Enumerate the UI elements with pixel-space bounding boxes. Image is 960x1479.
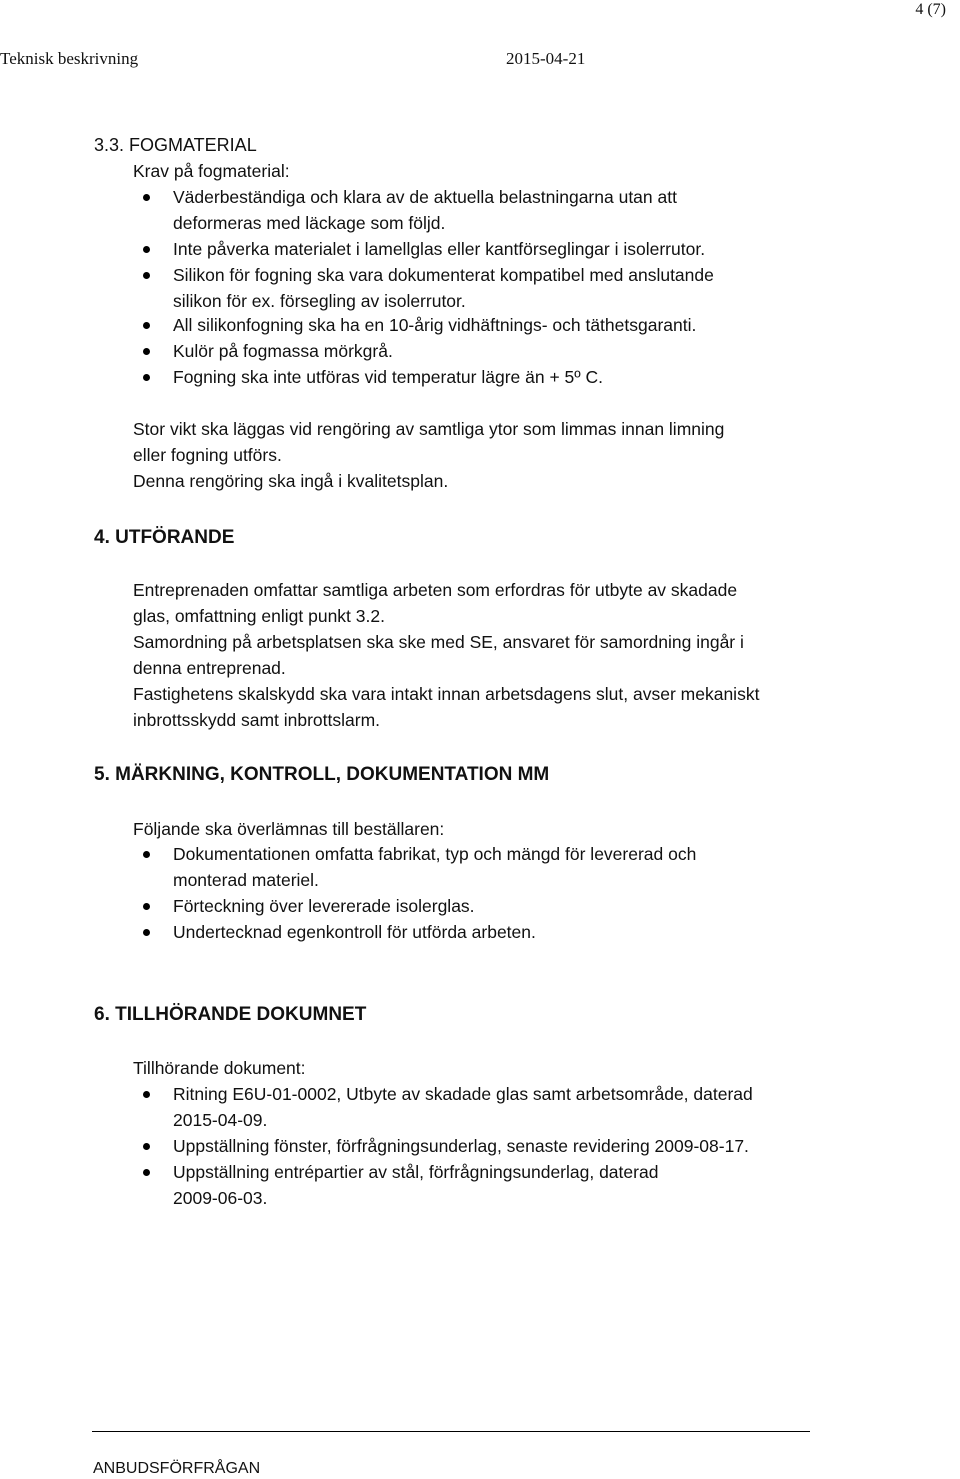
section-3-3-requirements-list <box>133 184 714 314</box>
bullet-icon <box>143 903 150 910</box>
list-item <box>133 1081 753 1133</box>
section-4-heading: 4. UTFÖRANDE <box>94 527 235 548</box>
list-item-text: Kulör på fogmassa mörkgrå. <box>173 341 393 361</box>
list-item <box>133 312 696 338</box>
page-number: 4 (7) <box>915 1 946 18</box>
section-3-3-heading: 3.3. FOGMATERIAL <box>94 135 257 155</box>
list-item-text: Förteckning över levererade isolerglas. <box>173 896 475 916</box>
list-item <box>133 184 714 236</box>
list-item-text: deformeras med läckage som följd. <box>173 213 446 233</box>
bullet-icon <box>143 1091 150 1098</box>
list-item-text: silikon för ex. försegling av isolerrutor. <box>173 291 466 311</box>
bullet-icon <box>143 851 150 858</box>
footer-text: ANBUDSFÖRFRÅGAN <box>93 1460 261 1477</box>
paragraph-line: Samordning på arbetsplatsen ska ske med SE, ansvaret för samordning ingår i <box>133 632 744 652</box>
list-item-text: All silikonfogning ska ha en 10-årig vidhäftnings- och täthetsgaranti. <box>173 315 697 335</box>
list-item-text: Undertecknad egenkontroll för utförda arbeten. <box>173 922 536 942</box>
list-item-text: Silikon för fogning ska vara dokumenterat kompatibel med anslutande <box>173 265 714 285</box>
section-3-3-paragraph <box>133 416 724 494</box>
list-item <box>133 236 714 262</box>
bullet-icon <box>143 374 150 381</box>
list-item-text: Inte påverka materialet i lamellglas eller kantförseglingar i isolerrutor. <box>173 239 706 259</box>
paragraph-line: glas, omfattning enligt punkt 3.2. <box>133 606 385 626</box>
bullet-icon <box>143 348 150 355</box>
section-5-heading: 5. MÄRKNING, KONTROLL, DOKUMENTATION MM <box>94 764 550 785</box>
list-item-text: Uppställning fönster, förfrågningsunderlag, senaste revidering 2009-08-17. <box>173 1136 749 1156</box>
list-item-text: 2009-06-03. <box>173 1188 268 1208</box>
paragraph-line: Denna rengöring ska ingå i kvalitetsplan. <box>133 471 449 491</box>
list-item <box>133 262 714 314</box>
section-4-paragraph <box>133 577 759 733</box>
bullet-icon <box>143 1169 150 1176</box>
list-item-text: 2015-04-09. <box>173 1110 268 1130</box>
list-item <box>133 1133 753 1159</box>
list-item-text: Dokumentationen omfatta fabrikat, typ och mängd för levererad och <box>173 844 697 864</box>
list-item <box>133 919 696 945</box>
list-item <box>133 841 696 893</box>
paragraph-line: denna entreprenad. <box>133 658 286 678</box>
bullet-icon <box>143 322 150 329</box>
bullet-icon <box>143 1143 150 1150</box>
list-item <box>133 338 696 364</box>
list-item-text: monterad materiel. <box>173 870 319 890</box>
bullet-icon <box>143 272 150 279</box>
header-document-type: Teknisk beskrivning <box>0 49 139 68</box>
section-5-intro: Följande ska överlämnas till beställaren: <box>133 819 445 839</box>
list-item-text: Väderbeständiga och klara av de aktuella belastningarna utan att <box>173 187 677 207</box>
header-date: 2015-04-21 <box>506 49 586 68</box>
bullet-icon <box>143 246 150 253</box>
section-5-deliverables-list <box>133 841 696 945</box>
section-6-documents-list <box>133 1081 753 1211</box>
paragraph-line: Entreprenaden omfattar samtliga arbeten som erfordras för utbyte av skadade <box>133 580 738 600</box>
list-item-text: Fogning ska inte utföras vid temperatur lägre än + 5º C. <box>173 367 604 387</box>
list-item-text: Uppställning entrépartier av stål, förfrågningsunderlag, daterad <box>173 1162 659 1182</box>
section-3-3-intro: Krav på fogmaterial: <box>133 161 290 181</box>
section-6-heading: 6. TILLHÖRANDE DOKUMNET <box>94 1004 367 1025</box>
list-item <box>133 1159 753 1211</box>
bullet-icon <box>143 929 150 936</box>
list-item <box>133 893 696 919</box>
section-3-3-requirements-list-continued <box>133 312 696 390</box>
paragraph-line: eller fogning utförs. <box>133 445 282 465</box>
paragraph-line: Fastighetens skalskydd ska vara intakt innan arbetsdagens slut, avser mekaniskt <box>133 684 760 704</box>
section-6-intro: Tillhörande dokument: <box>133 1058 306 1078</box>
list-item <box>133 364 696 390</box>
paragraph-line: inbrottsskydd samt inbrottslarm. <box>133 710 381 730</box>
footer-divider <box>92 1431 810 1432</box>
list-item-text: Ritning E6U-01-0002, Utbyte av skadade glas samt arbetsområde, daterad <box>173 1084 753 1104</box>
bullet-icon <box>143 194 150 201</box>
paragraph-line: Stor vikt ska läggas vid rengöring av samtliga ytor som limmas innan limning <box>133 419 725 439</box>
